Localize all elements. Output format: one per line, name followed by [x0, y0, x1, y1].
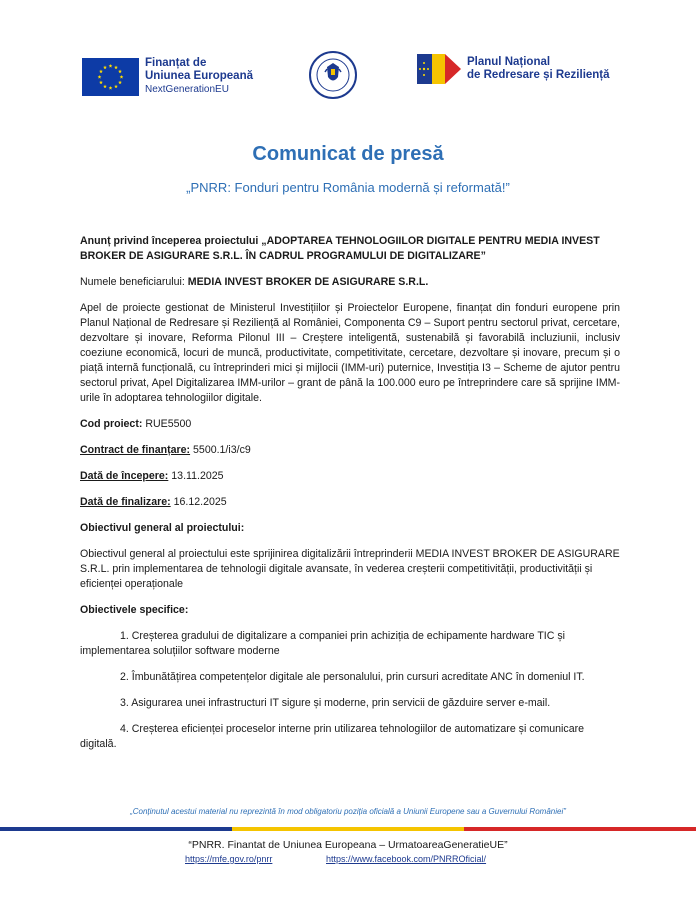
eu-star: [103, 84, 107, 88]
specific-objective-item: 4. Creșterea eficienței proceselor interne prin utilizarea tehnologiilor de automatizare și comunicare digitală.: [80, 723, 585, 750]
divider-red: [464, 827, 696, 831]
start-date-value: 13.11.2025: [171, 470, 224, 482]
contract-line: [80, 443, 620, 458]
eu-flag-icon: [82, 58, 139, 96]
disclaimer: „Conținutul acestui material nu reprezintă în mod obligatoriu poziția oficială a Uniunii Europene sau a Guvernului României”: [130, 807, 566, 816]
romanian-government-seal-icon: [308, 50, 358, 100]
divider-yellow: [232, 827, 464, 831]
pnrr-logo-line2: de Redresare și Reziliență: [467, 69, 610, 81]
eu-star: [109, 64, 113, 68]
start-date-label: Dată de începere:: [80, 470, 169, 482]
eu-star: [99, 80, 103, 84]
main-content: [80, 234, 620, 763]
mfe-pnrr-link[interactable]: https://mfe.gov.ro/pnrr: [185, 854, 273, 864]
beneficiary-line: [80, 275, 620, 290]
specific-objective-item: 1. Creșterea gradului de digitalizare a companiei prin achiziția de echipamente hardware TIC și implementarea soluțiilor software moderne: [80, 630, 565, 657]
pnrr-logo-text: [467, 56, 610, 82]
beneficiary-label: Numele beneficiarului:: [80, 276, 185, 288]
eu-star: [118, 80, 122, 84]
contract-label: Contract de finanțare:: [80, 444, 191, 456]
start-date-line: [80, 469, 620, 484]
eu-logo-line1: Finanțat de: [145, 57, 207, 69]
specific-objectives-heading: Obiectivele specifice:: [80, 604, 189, 616]
page-subtitle: „PNRR: Fonduri pentru România modernă și reformată!”: [186, 180, 510, 195]
specific-objective-item: 2. Îmbunătățirea competențelor digitale ale personalului, prin cursuri acreditate ANC în domeniul IT.: [120, 671, 585, 683]
pnrr-logo-line1: Planul Național: [467, 56, 551, 68]
project-code-line: [80, 417, 620, 432]
end-date-line: [80, 495, 620, 510]
general-objective-text: Obiectivul general al proiectului este sprijinirea digitalizării întreprinderii MEDIA INVEST BROKER DE ASIGURARE S.R.L. prin implementarea de tehnologii digitale avansate, în vederea creșterii competitivității, productivității și eficienței operaționale: [80, 548, 620, 590]
eu-logo-line3: NextGenerationEU: [145, 84, 229, 95]
eu-star: [120, 75, 124, 79]
eu-star: [99, 69, 103, 73]
beneficiary-value: MEDIA INVEST BROKER DE ASIGURARE S.R.L.: [187, 276, 429, 288]
tricolor-divider: [0, 827, 696, 831]
eu-star: [114, 84, 118, 88]
project-description: Apel de proiecte gestionat de Ministerul Investițiilor și Proiectelor Europene, finanțat din fonduri europene prin Planul Național de Redresare și Reziliență al României, Componenta C9 – Suport pentru sectorul privat, cercetare, dezvoltare și inovare, Reforma Pilonul III – Creștere inteligentă, sustenabilă și favorabilă incluziunii, inclusiv coeziune economică, locuri de muncă, productivitate, competitivitate, cercetare, dezvoltare și inovare, precum și o piață internă funcțională, cu întreprinderi mici și mijlocii (IMM-uri) puternice, Investiția I3 – Scheme de ajutor pentru sectorul privat, Apel Digitalizarea IMM-urilor – grant de până la 100.000 euro pe întreprindere care să sprijine IMM-urile în adoptarea tehnologiilor digitale.: [80, 302, 620, 404]
general-objective-heading: Obiectivul general al proiectului:: [80, 522, 245, 534]
page-title: Comunicat de presă: [252, 143, 444, 165]
end-date-label: Dată de finalizare:: [80, 496, 171, 508]
eu-funding-logo: [82, 57, 253, 96]
eu-star: [103, 65, 107, 69]
divider-blue: [0, 827, 232, 831]
eu-star: [114, 65, 118, 69]
eu-star: [98, 75, 102, 79]
project-code-value: RUE5500: [145, 418, 192, 430]
footer-slogan: “PNRR. Finantat de Uniunea Europeana – UrmatoareaGeneratieUE”: [188, 839, 508, 851]
contract-value: 5500.1/i3/c9: [193, 444, 251, 456]
pnrr-logo: [417, 54, 610, 84]
announcement-heading: Anunț privind începerea proiectului „ADOPTAREA TEHNOLOGIILOR DIGITALE PENTRU MEDIA INVEST BROKER DE ASIGURARE S.R.L. ÎN CADRUL PROGRAMULUI DE DIGITALIZARE”: [80, 235, 600, 262]
eu-star: [109, 86, 113, 90]
eu-logo-line2: Uniunea Europeană: [145, 70, 253, 82]
pnrr-arrow-icon: [417, 54, 461, 84]
eu-star: [118, 69, 122, 73]
facebook-pnrr-link[interactable]: https://www.facebook.com/PNRROficial/: [326, 854, 487, 864]
eu-logo-text: [145, 57, 253, 96]
end-date-value: 16.12.2025: [173, 496, 227, 508]
header: [0, 50, 696, 110]
project-code-label: Cod proiect:: [80, 418, 143, 430]
specific-objective-item: 3. Asigurarea unei infrastructuri IT sigure și moderne, prin servicii de găzduire server e-mail.: [120, 697, 551, 709]
